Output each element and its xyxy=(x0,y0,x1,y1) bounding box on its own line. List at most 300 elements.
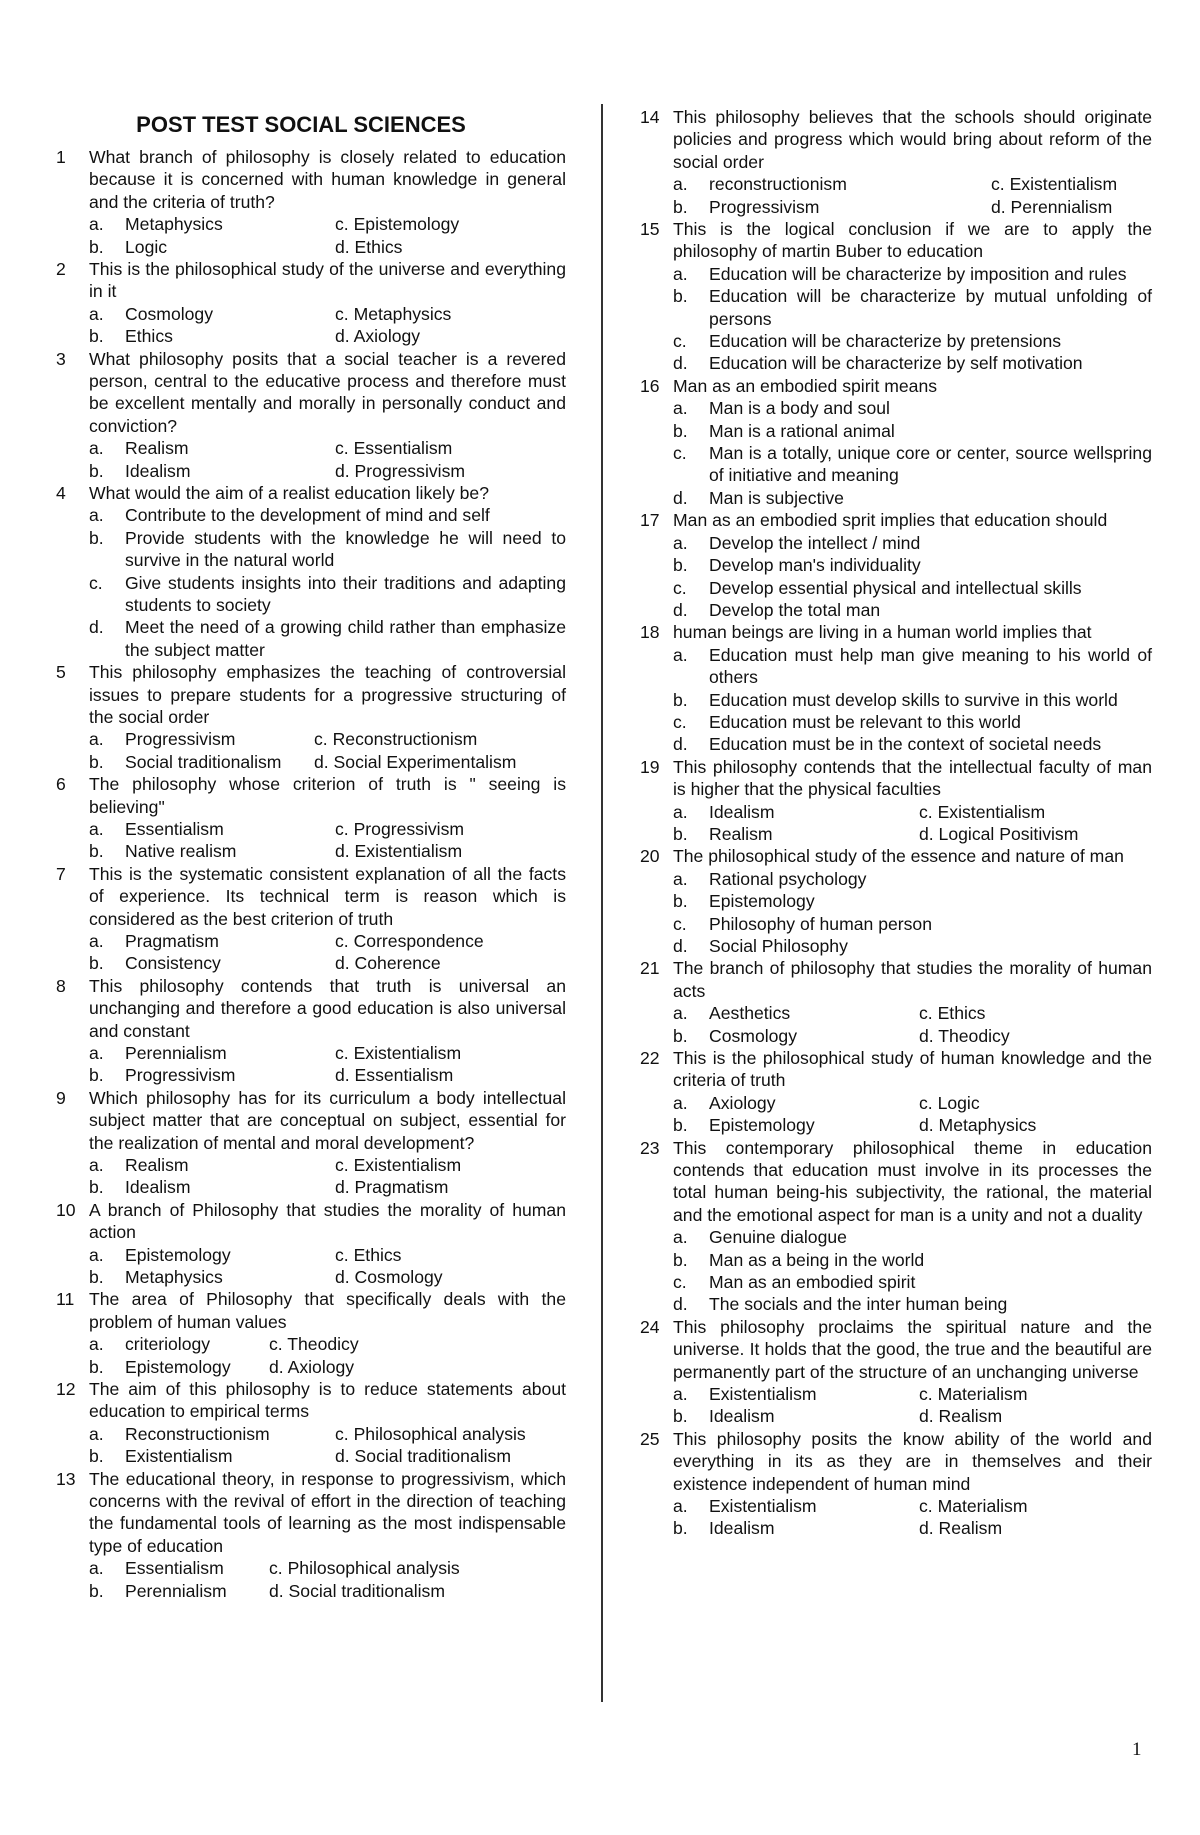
option-text: c. Logic xyxy=(919,1092,980,1113)
option-text: Cosmology xyxy=(125,303,214,324)
option-letter: a. xyxy=(673,263,688,284)
answer-option xyxy=(673,487,1152,509)
answer-option xyxy=(673,285,1152,330)
option-letter: b. xyxy=(89,460,104,481)
option-row xyxy=(89,1423,566,1445)
option-text: Rational psychology xyxy=(709,868,867,889)
option-row xyxy=(89,1333,566,1355)
option-row xyxy=(89,303,566,325)
option-text: Idealism xyxy=(125,460,191,481)
option-letter: a. xyxy=(89,1155,104,1176)
option-text: d. Essentialism xyxy=(335,1065,454,1086)
question-item xyxy=(640,218,1152,375)
option-text: d. Logical Positivism xyxy=(919,823,1079,844)
option-row xyxy=(89,930,566,952)
question-text: The area of Philosophy that specifically deals with the problem of human values xyxy=(89,1289,566,1332)
answer-option xyxy=(673,352,1152,374)
question-text: The branch of philosophy that studies the morality of human acts xyxy=(673,958,1152,1001)
option-text: Realism xyxy=(125,438,189,459)
option-text: Education will be characterize by pretensions xyxy=(709,331,1062,352)
option-text: Aesthetics xyxy=(709,1003,791,1024)
question-item xyxy=(56,773,566,863)
question-number: 8 xyxy=(56,975,66,996)
option-text: Essentialism xyxy=(125,1558,224,1579)
option-text: Progressivism xyxy=(125,1065,236,1086)
option-letter: d. xyxy=(89,617,104,638)
question-number: 15 xyxy=(640,219,660,239)
left-column xyxy=(56,106,566,1602)
option-row xyxy=(89,1445,566,1467)
option-letter: a. xyxy=(673,1003,688,1024)
question-number: 9 xyxy=(56,1087,66,1108)
option-text: c. Correspondence xyxy=(335,931,484,952)
option-text: d. Pragmatism xyxy=(335,1177,449,1198)
option-text: d. Perennialism xyxy=(991,196,1113,217)
option-letter: b. xyxy=(673,891,688,912)
option-text: Idealism xyxy=(125,1177,191,1198)
option-letter: a. xyxy=(89,1043,104,1064)
question-text: This philosophy contends that the intellectual faculty of man is higher that the physical faculties xyxy=(673,756,1152,800)
option-letter: c. xyxy=(673,443,687,464)
question-item xyxy=(56,1087,566,1199)
question-text: This philosophy posits the know ability of the world and everything in its as they are in themselves and their existence independent of human mind xyxy=(673,1428,1152,1494)
option-text: Existentialism xyxy=(709,1496,817,1517)
option-letter: b. xyxy=(89,527,104,548)
option-text: c. Progressivism xyxy=(335,819,465,840)
answer-option xyxy=(673,577,1152,599)
question-item xyxy=(640,621,1152,755)
answer-option xyxy=(673,1271,1152,1293)
question-number: 19 xyxy=(640,756,660,777)
question-text: This philosophy believes that the schools should originate policies and progress which would bring about reform of the social order xyxy=(673,107,1152,172)
option-text: Social traditionalism xyxy=(125,751,282,772)
option-letter: c. xyxy=(673,577,687,598)
option-text: Man is subjective xyxy=(709,487,844,508)
question-item xyxy=(56,1199,566,1289)
option-letter: d. xyxy=(673,1294,688,1315)
option-letter: a. xyxy=(89,1423,104,1444)
option-text: Man is a body and soul xyxy=(709,398,890,419)
option-letter: b. xyxy=(673,555,688,576)
question-item xyxy=(56,348,566,482)
question-number: 25 xyxy=(640,1428,660,1449)
option-row xyxy=(89,1176,566,1198)
option-letter: b. xyxy=(89,326,104,347)
option-text: c. Ethics xyxy=(919,1003,986,1024)
option-letter: b. xyxy=(89,1267,104,1288)
option-row xyxy=(89,1042,566,1064)
option-text: Social Philosophy xyxy=(709,935,848,956)
option-row xyxy=(89,751,566,773)
question-number: 22 xyxy=(640,1047,660,1068)
option-text: Provide students with the knowledge he will need to survive in the natural world xyxy=(125,527,566,571)
question-text: The philosophy whose criterion of truth is " seeing is believing" xyxy=(89,774,566,817)
option-text: d. Metaphysics xyxy=(919,1115,1037,1136)
option-text: Existentialism xyxy=(709,1384,817,1405)
question-item xyxy=(56,1378,566,1468)
answer-option xyxy=(673,442,1152,487)
answer-option xyxy=(673,868,1152,890)
option-row xyxy=(673,1092,1152,1114)
question-item xyxy=(56,146,566,258)
option-letter: b. xyxy=(673,1406,688,1427)
option-text: d. Axiology xyxy=(335,326,421,347)
option-text: Man is a rational animal xyxy=(709,420,895,441)
option-letter: a. xyxy=(89,819,104,840)
option-row xyxy=(89,236,566,258)
option-letter: b. xyxy=(89,1446,104,1467)
option-row xyxy=(89,1580,566,1602)
option-row xyxy=(89,728,566,750)
question-item xyxy=(640,1047,1152,1137)
option-row xyxy=(673,823,1152,845)
option-letter: c. xyxy=(89,572,103,593)
question-number: 16 xyxy=(640,375,660,396)
option-text: Epistemology xyxy=(125,1244,231,1265)
option-letter: c. xyxy=(673,331,687,352)
option-text: Reconstructionism xyxy=(125,1423,270,1444)
question-item xyxy=(56,258,566,348)
answer-option xyxy=(89,504,566,526)
option-row xyxy=(89,952,566,974)
option-text: Realism xyxy=(709,823,773,844)
question-number: 14 xyxy=(640,107,660,127)
answer-option xyxy=(89,527,566,572)
option-letter: c. xyxy=(673,1272,687,1292)
option-text: Cosmology xyxy=(709,1025,798,1046)
option-text: c. Existentialism xyxy=(919,801,1046,822)
option-letter: b. xyxy=(89,1356,104,1377)
option-text: reconstructionism xyxy=(709,174,847,195)
option-letter: b. xyxy=(673,420,688,441)
option-text: Develop essential physical and intellectual skills xyxy=(709,577,1082,598)
question-item xyxy=(640,756,1152,846)
option-letter: a. xyxy=(89,1244,104,1265)
option-text: Progressivism xyxy=(125,729,236,750)
question-item xyxy=(640,1137,1152,1316)
answer-option xyxy=(673,420,1152,442)
option-letter: a. xyxy=(673,801,688,822)
question-number: 13 xyxy=(56,1468,76,1489)
option-text: Metaphysics xyxy=(125,214,223,235)
option-letter: a. xyxy=(673,532,688,553)
option-letter: c. xyxy=(673,913,687,934)
question-number: 1 xyxy=(56,147,66,167)
option-text: Develop the intellect / mind xyxy=(709,532,921,553)
question-text: What would the aim of a realist education likely be? xyxy=(89,483,489,503)
question-text: Which philosophy has for its curriculum a body intellectual subject matter that are conceptual on subject, essential for the realization of mental and moral development? xyxy=(89,1087,566,1153)
option-letter: a. xyxy=(89,438,104,459)
answer-option xyxy=(673,733,1152,755)
question-text: The philosophical study of the essence and nature of man xyxy=(673,846,1124,867)
answer-option xyxy=(673,711,1152,733)
option-letter: c. xyxy=(673,711,687,732)
question-number: 10 xyxy=(56,1199,76,1220)
option-row xyxy=(89,1064,566,1086)
question-text: This is the philosophical study of the universe and everything in it xyxy=(89,259,566,302)
option-letter: a. xyxy=(89,1558,104,1579)
question-text: The aim of this philosophy is to reduce statements about education to empirical terms xyxy=(89,1379,566,1422)
question-item xyxy=(640,509,1152,621)
option-letter: a. xyxy=(673,1092,688,1113)
question-item xyxy=(56,1288,566,1378)
option-text: d. Cosmology xyxy=(335,1267,443,1288)
option-letter: a. xyxy=(89,214,104,235)
answer-option xyxy=(673,890,1152,912)
question-item xyxy=(640,375,1152,509)
option-letter: b. xyxy=(89,953,104,974)
option-row xyxy=(673,1495,1152,1517)
answer-option xyxy=(673,1249,1152,1271)
option-letter: d. xyxy=(673,734,688,755)
option-text: c. Epistemology xyxy=(335,214,460,235)
option-text: Perennialism xyxy=(125,1580,227,1601)
option-letter: b. xyxy=(673,1518,688,1539)
question-text: This is the logical conclusion if we are to apply the philosophy of martin Buber to education xyxy=(673,219,1152,262)
option-text: Education must develop skills to survive in this world xyxy=(709,689,1118,710)
option-letter: b. xyxy=(89,1177,104,1198)
option-letter: a. xyxy=(673,644,688,665)
option-text: c. Metaphysics xyxy=(335,303,452,324)
option-text: Consistency xyxy=(125,953,221,974)
option-text: c. Philosophical analysis xyxy=(269,1558,460,1579)
column-divider xyxy=(601,104,603,1702)
option-row xyxy=(673,196,1152,218)
option-text: d. Realism xyxy=(919,1406,1003,1427)
option-row xyxy=(673,1114,1152,1136)
option-text: Perennialism xyxy=(125,1043,227,1064)
option-letter: a. xyxy=(89,1334,104,1355)
option-text: d. Social Experimentalism xyxy=(314,751,517,772)
option-text: Realism xyxy=(125,1155,189,1176)
answer-option xyxy=(673,913,1152,935)
answer-option xyxy=(673,397,1152,419)
option-text: Develop the total man xyxy=(709,599,881,620)
option-text: c. Existentialism xyxy=(335,1043,462,1064)
option-letter: a. xyxy=(673,1496,688,1517)
option-letter: a. xyxy=(673,868,688,889)
page-number: 1 xyxy=(1132,1739,1142,1760)
option-text: Idealism xyxy=(709,801,775,822)
answer-option xyxy=(673,1226,1152,1248)
option-letter: b. xyxy=(89,841,104,862)
option-letter: b. xyxy=(673,1115,688,1136)
question-number: 11 xyxy=(56,1289,75,1310)
option-row xyxy=(673,801,1152,823)
answer-option xyxy=(673,935,1152,957)
option-text: Philosophy of human person xyxy=(709,913,932,934)
option-text: Man as an embodied spirit xyxy=(709,1272,916,1292)
question-number: 7 xyxy=(56,863,66,884)
option-text: Education must be relevant to this world xyxy=(709,711,1021,732)
option-row xyxy=(89,1244,566,1266)
answer-option xyxy=(673,599,1152,621)
option-text: c. Existentialism xyxy=(335,1155,462,1176)
option-text: Metaphysics xyxy=(125,1267,223,1288)
option-row xyxy=(89,213,566,235)
question-number: 23 xyxy=(640,1137,660,1158)
option-letter: b. xyxy=(673,196,688,217)
question-text: A branch of Philosophy that studies the morality of human action xyxy=(89,1199,566,1243)
option-letter: a. xyxy=(673,1384,688,1405)
option-text: Ethics xyxy=(125,326,173,347)
option-letter: a. xyxy=(89,505,104,526)
option-text: Education will be characterize by self motivation xyxy=(709,353,1083,374)
question-text: human beings are living in a human world implies that xyxy=(673,622,1092,643)
option-text: Epistemology xyxy=(709,1115,815,1136)
question-text: What philosophy posits that a social teacher is a revered person, central to the educative process and therefore must be excellent mentally and morally in personally conduct and conviction? xyxy=(89,348,566,436)
question-item xyxy=(56,1468,566,1602)
option-letter: b. xyxy=(673,1249,688,1270)
question-text: This philosophy contends that truth is universal an unchanging and therefore a good education is also universal and constant xyxy=(89,975,566,1041)
option-text: Contribute to the development of mind and self xyxy=(125,505,490,526)
option-row xyxy=(89,1356,566,1378)
question-number: 6 xyxy=(56,774,66,795)
option-letter: a. xyxy=(89,931,104,952)
question-item xyxy=(640,957,1152,1047)
question-number: 2 xyxy=(56,259,66,279)
left-question-list xyxy=(56,146,566,1602)
option-text: Epistemology xyxy=(125,1356,231,1377)
option-text: d. Theodicy xyxy=(919,1025,1010,1046)
option-text: Meet the need of a growing child rather than emphasize the subject matter xyxy=(125,617,566,660)
option-text: Education must help man give meaning to his world of others xyxy=(709,644,1152,688)
option-letter: b. xyxy=(89,751,104,772)
right-question-list xyxy=(640,106,1152,1540)
option-text: d. Existentialism xyxy=(335,841,463,862)
option-row xyxy=(89,1154,566,1176)
question-item xyxy=(640,1316,1152,1428)
answer-option xyxy=(673,1293,1152,1315)
question-item xyxy=(56,863,566,975)
answer-option xyxy=(89,572,566,617)
question-item xyxy=(640,845,1152,957)
option-text: Essentialism xyxy=(125,819,224,840)
option-letter: d. xyxy=(673,935,688,956)
question-number: 3 xyxy=(56,348,66,369)
question-item xyxy=(56,482,566,661)
option-text: Existentialism xyxy=(125,1446,233,1467)
option-letter: a. xyxy=(89,729,104,750)
option-letter: b. xyxy=(673,1025,688,1046)
option-text: Pragmatism xyxy=(125,931,219,952)
option-text: Idealism xyxy=(709,1518,775,1539)
option-text: d. Social traditionalism xyxy=(269,1580,446,1601)
question-text: This contemporary philosophical theme in education contends that education must involve in its processes the total human being-his subjectivity, the rational, the material and the emotional aspect for man is a unity and not a duality xyxy=(673,1137,1152,1225)
option-letter: b. xyxy=(89,1065,104,1086)
question-text: The educational theory, in response to progressivism, which concerns with the revival of effort in the direction of teaching the fundamental tools of learning as the most indispensable type of education xyxy=(89,1468,566,1556)
option-letter: b. xyxy=(89,1580,104,1601)
option-letter: a. xyxy=(673,174,688,195)
question-number: 21 xyxy=(640,958,660,979)
option-text: c. Materialism xyxy=(919,1496,1028,1517)
right-column xyxy=(640,106,1152,1540)
option-letter: a. xyxy=(673,1227,688,1248)
option-row xyxy=(673,1383,1152,1405)
option-text: Progressivism xyxy=(709,196,820,217)
answer-option xyxy=(89,616,566,661)
option-text: d. Realism xyxy=(919,1518,1003,1539)
option-text: c. Materialism xyxy=(919,1384,1028,1405)
question-item xyxy=(56,661,566,773)
answer-option xyxy=(673,689,1152,711)
option-text: c. Reconstructionism xyxy=(314,729,478,750)
option-text: d. Ethics xyxy=(335,236,403,257)
answer-option xyxy=(673,263,1152,285)
option-text: c. Existentialism xyxy=(991,174,1118,195)
question-text: This is the systematic consistent explanation of all the facts of experience. Its technical term is reason which is considered as the best criterion of truth xyxy=(89,863,566,929)
option-row xyxy=(89,460,566,482)
option-text: d. Progressivism xyxy=(335,460,466,481)
answer-option xyxy=(673,330,1152,352)
question-number: 24 xyxy=(640,1316,660,1337)
option-text: Epistemology xyxy=(709,891,815,912)
option-letter: d. xyxy=(673,487,688,508)
question-text: This philosophy emphasizes the teaching of controversial issues to prepare students for a progressive structuring of the social order xyxy=(89,662,566,728)
question-text: What branch of philosophy is closely related to education because it is concerned with human knowledge in general and the criteria of truth? xyxy=(89,147,566,212)
question-number: 5 xyxy=(56,662,66,683)
option-text: Axiology xyxy=(709,1092,776,1113)
question-item xyxy=(56,975,566,1087)
option-letter: b. xyxy=(673,689,688,710)
option-text: Native realism xyxy=(125,841,237,862)
option-row xyxy=(673,1002,1152,1024)
option-text: The socials and the inter human being xyxy=(709,1294,1008,1315)
option-text: Man as a being in the world xyxy=(709,1249,925,1270)
option-letter: d. xyxy=(673,599,688,620)
option-row xyxy=(89,840,566,862)
option-row xyxy=(89,1557,566,1579)
option-text: Man is a totally, unique core or center, source wellspring of initiative and meaning xyxy=(709,443,1152,486)
option-text: c. Ethics xyxy=(335,1244,402,1265)
option-row xyxy=(673,173,1152,195)
option-row xyxy=(89,1266,566,1288)
option-text: Education will be characterize by imposition and rules xyxy=(709,263,1127,284)
question-number: 12 xyxy=(56,1379,76,1400)
option-row xyxy=(673,1405,1152,1427)
option-row xyxy=(89,437,566,459)
option-letter: b. xyxy=(673,823,688,844)
option-text: d. Coherence xyxy=(335,953,441,974)
option-text: c. Essentialism xyxy=(335,438,453,459)
question-text: Man as an embodied sprit implies that education should xyxy=(673,510,1108,531)
option-text: criteriology xyxy=(125,1334,211,1355)
answer-option xyxy=(673,532,1152,554)
option-letter: a. xyxy=(673,398,688,419)
option-text: Give students insights into their traditions and adapting students to society xyxy=(125,572,566,616)
question-item xyxy=(640,106,1152,218)
option-row xyxy=(89,325,566,347)
option-text: c. Theodicy xyxy=(269,1334,359,1355)
question-number: 18 xyxy=(640,622,660,643)
question-text: This is the philosophical study of human knowledge and the criteria of truth xyxy=(673,1047,1152,1091)
option-letter: a. xyxy=(89,303,104,324)
option-row xyxy=(89,818,566,840)
option-text: Idealism xyxy=(709,1406,775,1427)
option-text: d. Social traditionalism xyxy=(335,1446,512,1467)
option-text: Education must be in the context of societal needs xyxy=(709,734,1102,755)
option-text: Develop man's individuality xyxy=(709,555,921,576)
question-number: 17 xyxy=(640,510,660,531)
answer-option xyxy=(673,644,1152,689)
option-row xyxy=(673,1025,1152,1047)
option-text: c. Philosophical analysis xyxy=(335,1423,526,1444)
option-letter: b. xyxy=(89,236,104,257)
option-text: d. Axiology xyxy=(269,1356,355,1377)
option-row xyxy=(673,1517,1152,1539)
option-letter: d. xyxy=(673,353,688,374)
question-item xyxy=(640,1428,1152,1540)
